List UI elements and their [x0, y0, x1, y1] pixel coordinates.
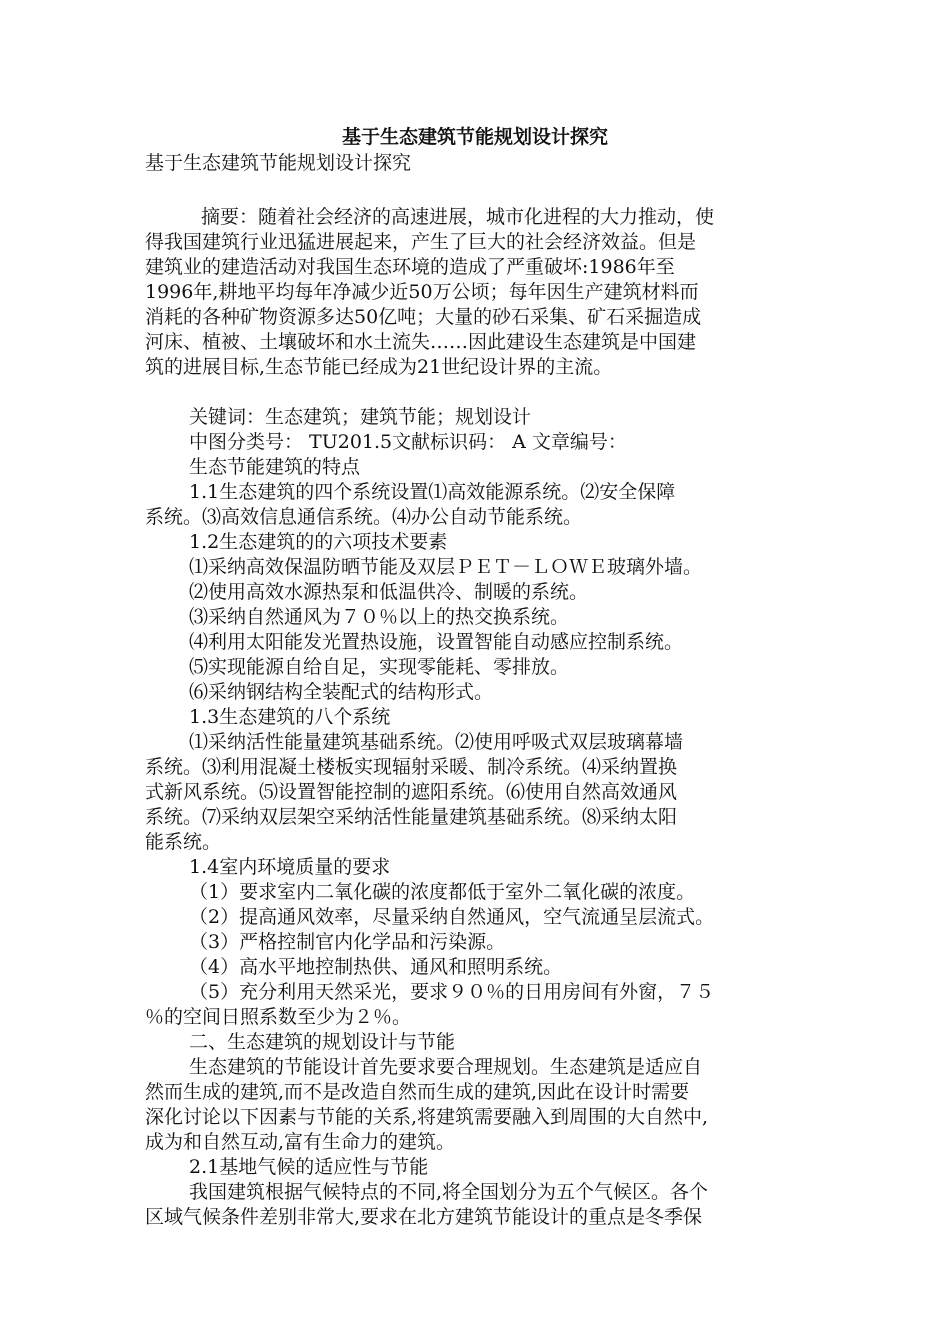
list-item: ⑸实现能源自给自足，实现零能耗、零排放。	[189, 656, 570, 678]
body-line: ⑴采纳活性能量建筑基础系统。⑵使用呼吸式双层玻璃幕墙	[189, 731, 684, 753]
list-item: （4）高水平地控制热供、通风和照明系统。	[189, 956, 563, 978]
list-item: （1）要求室内二氧化碳的浓度都低于室外二氧化碳的浓度。	[189, 881, 696, 903]
abstract-line: 消耗的各种矿物资源多达50亿吨；大量的砂石采集、矿石采掘造成	[145, 306, 702, 328]
body-line: 1.1生态建筑的四个系统设置⑴高效能源系统。⑵安全保障	[189, 481, 676, 503]
list-item: （2）提高通风效率，尽量采纳自然通风，空气流通呈层流式。	[189, 906, 715, 928]
list-item: ⑵使用高效水源热泵和低温供冷、制暖的系统。	[189, 581, 589, 603]
abstract-line: 得我国建筑行业迅猛进展起来，产生了巨大的社会经济效益。但是	[145, 231, 697, 253]
abstract-line: 摘要：随着社会经济的高速进展，城市化进程的大力推动，使	[201, 206, 715, 228]
body-line: 生态建筑的节能设计首先要求要合理规划。生态建筑是适应自	[189, 1056, 703, 1078]
document-title: 基于生态建筑节能规划设计探究	[341, 126, 608, 148]
list-item: （5）充分利用天然采光，要求９０％的日用房间有外窗，７５	[189, 981, 715, 1003]
keywords-line: 关键词：生态建筑；建筑节能；规划设计	[189, 406, 532, 428]
list-item: ⑹采纳钢结构全装配式的结构形式。	[189, 681, 494, 703]
section-heading: 生态节能建筑的特点	[189, 456, 361, 478]
abstract-line: 建筑业的建造活动对我国生态环境的造成了严重破坏:1986年至	[145, 256, 675, 278]
section-heading: 1.4室内环境质量的要求	[189, 856, 391, 878]
body-line: 成为和自然互动,富有生命力的建筑。	[145, 1131, 456, 1153]
body-line: 区域气候条件差别非常大,要求在北方建筑节能设计的重点是冬季保	[145, 1206, 703, 1228]
list-item: ⑷利用太阳能发光置热设施，设置智能自动感应控制系统。	[189, 631, 684, 653]
section-heading: 二、生态建筑的规划设计与节能	[189, 1031, 456, 1053]
list-item: ⑴采纳高效保温防晒节能及双层ＰＥＴ－ＬＯＷＥ玻璃外墙。	[189, 556, 703, 578]
section-heading: 1.2生态建筑的的六项技术要素	[189, 531, 448, 553]
section-heading: 1.3生态建筑的八个系统	[189, 706, 391, 728]
body-line: 系统。⑶高效信息通信系统。⑷办公自动节能系统。	[145, 506, 583, 528]
list-item: ⑶采纳自然通风为７０％以上的热交换系统。	[189, 606, 570, 628]
classification-line: 中图分类号： TU201.5文献标识码： A 文章编号：	[189, 431, 627, 453]
body-line: 式新风系统。⑸设置智能控制的遮阳系统。⑹使用自然高效通风	[145, 781, 678, 803]
abstract-line: 河床、植被、土壤破坏和水土流失……因此建设生态建筑是中国建	[145, 331, 697, 353]
body-line: 能系统。	[145, 831, 222, 853]
body-line: 系统。⑺采纳双层架空采纳活性能量建筑基础系统。⑻采纳太阳	[145, 806, 678, 828]
list-item: ％的空间日照系数至少为２％。	[145, 1006, 412, 1028]
document-subtitle: 基于生态建筑节能规划设计探究	[145, 152, 412, 174]
body-line: 我国建筑根据气候特点的不同,将全国划分为五个气候区。各个	[189, 1181, 709, 1203]
abstract-line: 筑的进展目标,生态节能已经成为21世纪设计界的主流。	[145, 356, 613, 378]
section-heading: 2.1基地气候的适应性与节能	[189, 1156, 429, 1178]
body-line: 系统。⑶利用混凝土楼板实现辐射采暖、制冷系统。⑷采纳置换	[145, 756, 678, 778]
body-line: 深化讨论以下因素与节能的关系,将建筑需要融入到周围的大自然中,	[145, 1106, 709, 1128]
list-item: （3）严格控制官内化学品和污染源。	[189, 931, 506, 953]
body-line: 然而生成的建筑,而不是改造自然而生成的建筑,因此在设计时需要	[145, 1081, 690, 1103]
abstract-line: 1996年,耕地平均每年净减少近50万公顷；每年因生产建筑材料而	[145, 281, 699, 303]
